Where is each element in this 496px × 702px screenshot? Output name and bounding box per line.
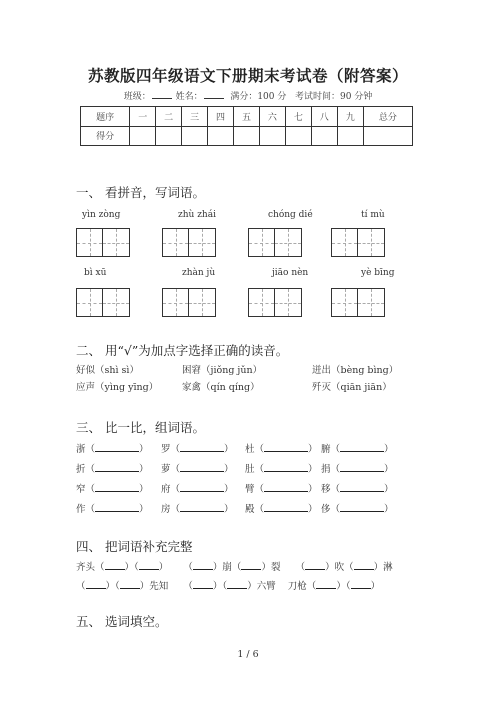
idiom-text: ） bbox=[370, 581, 381, 592]
word-blank[interactable] bbox=[95, 502, 139, 512]
idiom-text: ）吹（ bbox=[325, 562, 354, 573]
close-paren: ） bbox=[384, 464, 394, 475]
reading-item[interactable]: 好似（shì sì） bbox=[76, 365, 139, 376]
score-cell[interactable] bbox=[208, 126, 234, 146]
score-table bbox=[80, 106, 413, 146]
tianzi-grid[interactable] bbox=[248, 288, 302, 317]
idiom-line-1 bbox=[76, 559, 393, 573]
idiom-blank[interactable] bbox=[193, 560, 213, 570]
score-cell[interactable] bbox=[259, 126, 285, 146]
score-cell[interactable] bbox=[130, 126, 156, 146]
class-label: 班级： bbox=[123, 92, 151, 102]
idiom-text: （ bbox=[76, 581, 86, 592]
open-paren: （ bbox=[170, 464, 181, 475]
reading-item[interactable]: 迸出（bèng bìng） bbox=[312, 365, 399, 376]
compare-item bbox=[245, 481, 318, 495]
idiom-blank[interactable] bbox=[193, 579, 213, 589]
idiom-blank[interactable] bbox=[227, 579, 247, 589]
pinyin-label: jiāo nèn bbox=[272, 268, 309, 278]
pinyin-label: yìn zòng bbox=[82, 210, 121, 220]
score-header-row bbox=[81, 107, 413, 127]
compare-item bbox=[321, 501, 394, 515]
idiom-text: （ bbox=[295, 562, 306, 573]
compare-item bbox=[321, 461, 394, 475]
compare-char: 府 bbox=[161, 484, 171, 495]
score-header-cell: 四 bbox=[208, 107, 234, 127]
close-paren: ） bbox=[139, 444, 149, 455]
compare-char: 捐 bbox=[321, 464, 331, 475]
score-row-label: 得分 bbox=[81, 126, 130, 146]
open-paren: （ bbox=[170, 484, 181, 495]
score-header-cell: 题序 bbox=[81, 107, 130, 127]
name-blank[interactable] bbox=[204, 90, 224, 99]
idiom-blank[interactable] bbox=[351, 579, 371, 589]
idiom-blank[interactable] bbox=[139, 560, 159, 570]
compare-item bbox=[161, 481, 234, 495]
score-cell[interactable] bbox=[311, 126, 337, 146]
compare-item bbox=[161, 461, 234, 475]
word-blank[interactable] bbox=[180, 502, 224, 512]
class-blank[interactable] bbox=[152, 90, 172, 99]
word-blank[interactable] bbox=[95, 462, 139, 472]
word-blank[interactable] bbox=[340, 482, 384, 492]
close-paren: ） bbox=[308, 464, 318, 475]
idiom-blank[interactable] bbox=[305, 560, 325, 570]
idiom-blank[interactable] bbox=[316, 579, 336, 589]
pinyin-label: zhù zhái bbox=[178, 210, 216, 220]
idiom-blank[interactable] bbox=[86, 579, 106, 589]
open-paren: （ bbox=[85, 464, 96, 475]
tianzi-grid[interactable] bbox=[331, 228, 385, 257]
idiom-text: ）（ bbox=[105, 581, 120, 592]
compare-char: 腑 bbox=[321, 444, 331, 455]
tianzi-grid[interactable] bbox=[162, 228, 216, 257]
score-cell[interactable] bbox=[337, 126, 363, 146]
idiom-text: ）（ bbox=[124, 562, 139, 573]
compare-char: 移 bbox=[321, 484, 331, 495]
score-header-cell: 总分 bbox=[363, 107, 412, 127]
section4-heading: 四、 把词语补充完整 bbox=[76, 539, 193, 554]
exam-info bbox=[0, 89, 496, 102]
pinyin-label: zhàn jù bbox=[182, 268, 216, 278]
compare-char: 萝 bbox=[161, 464, 171, 475]
idiom-text: ）崩（ bbox=[212, 562, 242, 573]
word-blank[interactable] bbox=[264, 442, 308, 452]
score-cell[interactable] bbox=[285, 126, 311, 146]
compare-item bbox=[245, 501, 318, 515]
reading-item[interactable]: 家禽（qín qíng） bbox=[182, 382, 260, 393]
word-blank[interactable] bbox=[264, 482, 308, 492]
reading-item[interactable]: 困窘（jiǒng jǔn） bbox=[182, 365, 263, 376]
score-header-cell: 五 bbox=[234, 107, 260, 127]
section5-heading: 五、 选词填空。 bbox=[76, 614, 168, 629]
exam-time: 考试时间：90 分钟 bbox=[294, 92, 373, 102]
tianzi-grid[interactable] bbox=[331, 288, 385, 317]
full-score: 满分：100 分 bbox=[230, 92, 287, 102]
word-blank[interactable] bbox=[180, 462, 224, 472]
open-paren: （ bbox=[85, 484, 96, 495]
close-paren: ） bbox=[224, 484, 234, 495]
section3-heading: 三、 比一比，组词语。 bbox=[76, 420, 205, 435]
close-paren: ） bbox=[224, 504, 234, 515]
idiom-text: ）淋 bbox=[373, 562, 393, 573]
close-paren: ） bbox=[224, 464, 234, 475]
compare-item bbox=[161, 441, 234, 455]
word-blank[interactable] bbox=[180, 442, 224, 452]
idiom-blank[interactable] bbox=[120, 579, 140, 589]
idiom-text: ） bbox=[158, 562, 169, 573]
open-paren: （ bbox=[330, 484, 341, 495]
compare-item bbox=[321, 441, 394, 455]
idiom-text: （ bbox=[183, 581, 193, 592]
score-header-cell: 一 bbox=[130, 107, 156, 127]
open-paren: （ bbox=[330, 504, 341, 515]
close-paren: ） bbox=[384, 444, 394, 455]
compare-item bbox=[321, 481, 394, 495]
idiom-text: ）先知 bbox=[139, 581, 169, 592]
idiom-line-2 bbox=[76, 578, 380, 592]
tianzi-grid[interactable] bbox=[76, 288, 130, 317]
score-cell[interactable] bbox=[182, 126, 208, 146]
pinyin-label: tí mù bbox=[361, 210, 385, 220]
compare-char: 侈 bbox=[321, 504, 331, 515]
section1-heading: 一、 看拼音，写词语。 bbox=[76, 185, 205, 200]
word-blank[interactable] bbox=[340, 442, 384, 452]
compare-char: 折 bbox=[76, 464, 86, 475]
compare-char: 窄 bbox=[76, 484, 86, 495]
score-cell[interactable] bbox=[234, 126, 260, 146]
tianzi-grid[interactable] bbox=[76, 228, 130, 257]
score-value-row bbox=[81, 126, 413, 146]
word-blank[interactable] bbox=[180, 482, 224, 492]
score-header-cell: 九 bbox=[337, 107, 363, 127]
compare-char: 房 bbox=[161, 504, 171, 515]
close-paren: ） bbox=[139, 504, 149, 515]
page-title: 苏教版四年级语文下册期末考试卷（附答案） bbox=[87, 66, 408, 85]
name-label: 姓名： bbox=[175, 92, 203, 102]
compare-item bbox=[76, 481, 149, 495]
open-paren: （ bbox=[254, 444, 265, 455]
tianzi-grid[interactable] bbox=[162, 288, 216, 317]
word-blank[interactable] bbox=[264, 502, 308, 512]
reading-item[interactable]: 歼灭（qiān jiān） bbox=[312, 382, 392, 393]
compare-char: 杜 bbox=[245, 444, 255, 455]
page-number: 1 / 6 bbox=[237, 649, 259, 660]
idiom-text: ）六臂 bbox=[247, 581, 276, 592]
score-header-cell: 八 bbox=[311, 107, 337, 127]
idiom-text: 刀枪（ bbox=[287, 581, 317, 592]
compare-item bbox=[76, 501, 149, 515]
score-cell[interactable] bbox=[156, 126, 182, 146]
open-paren: （ bbox=[254, 504, 265, 515]
reading-item[interactable]: 应声（yìng yīng） bbox=[76, 382, 159, 393]
open-paren: （ bbox=[85, 444, 96, 455]
close-paren: ） bbox=[384, 504, 394, 515]
pinyin-label: chóng dié bbox=[268, 210, 313, 220]
open-paren: （ bbox=[85, 504, 96, 515]
idiom-text: ）（ bbox=[212, 581, 228, 592]
open-paren: （ bbox=[330, 444, 341, 455]
compare-char: 殿 bbox=[245, 504, 255, 515]
idiom-blank[interactable] bbox=[354, 560, 374, 570]
idiom-text: ）（ bbox=[336, 581, 351, 592]
close-paren: ） bbox=[308, 484, 318, 495]
pinyin-label: bì xū bbox=[84, 268, 107, 278]
score-header-cell: 二 bbox=[156, 107, 182, 127]
open-paren: （ bbox=[170, 444, 181, 455]
pinyin-label: yè bīng bbox=[361, 268, 395, 278]
close-paren: ） bbox=[308, 504, 318, 515]
compare-char: 浙 bbox=[76, 444, 86, 455]
compare-item bbox=[245, 441, 318, 455]
compare-item bbox=[245, 461, 318, 475]
open-paren: （ bbox=[170, 504, 181, 515]
compare-char: 罗 bbox=[161, 444, 171, 455]
tianzi-grid[interactable] bbox=[248, 228, 302, 257]
score-header-cell: 三 bbox=[182, 107, 208, 127]
open-paren: （ bbox=[330, 464, 341, 475]
close-paren: ） bbox=[224, 444, 234, 455]
compare-item bbox=[76, 441, 149, 455]
close-paren: ） bbox=[384, 484, 394, 495]
word-blank[interactable] bbox=[95, 482, 139, 492]
compare-item bbox=[76, 461, 149, 475]
score-header-cell: 七 bbox=[285, 107, 311, 127]
compare-char: 作 bbox=[76, 504, 86, 515]
word-blank[interactable] bbox=[264, 462, 308, 472]
idiom-blank[interactable] bbox=[241, 560, 261, 570]
close-paren: ） bbox=[139, 484, 149, 495]
section2-heading: 二、 用“√”为加点字选择正确的读音。 bbox=[76, 343, 289, 358]
open-paren: （ bbox=[254, 484, 265, 495]
compare-char: 肚 bbox=[245, 464, 255, 475]
idiom-blank[interactable] bbox=[105, 560, 125, 570]
score-cell[interactable] bbox=[363, 126, 412, 146]
close-paren: ） bbox=[139, 464, 149, 475]
idiom-text: 齐头（ bbox=[76, 562, 105, 573]
word-blank[interactable] bbox=[340, 502, 384, 512]
compare-char: 臂 bbox=[245, 484, 255, 495]
idiom-text: （ bbox=[183, 562, 193, 573]
score-header-cell: 六 bbox=[259, 107, 285, 127]
open-paren: （ bbox=[254, 464, 265, 475]
close-paren: ） bbox=[308, 444, 318, 455]
compare-item bbox=[161, 501, 234, 515]
idiom-text: ）裂 bbox=[261, 562, 281, 573]
word-blank[interactable] bbox=[95, 442, 139, 452]
word-blank[interactable] bbox=[340, 462, 384, 472]
